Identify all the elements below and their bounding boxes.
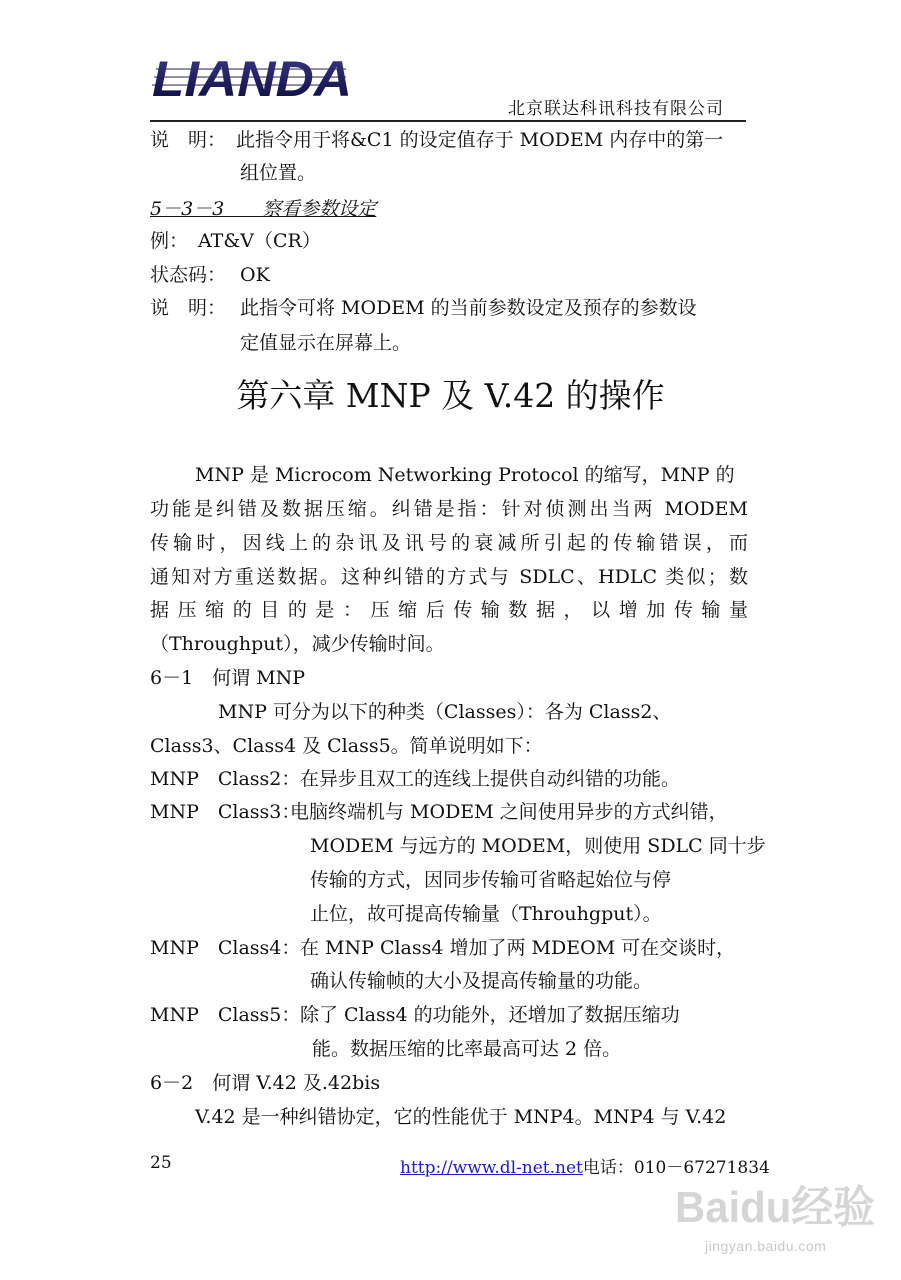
paragraph-line: 功能是纠错及数据压缩。纠错是指：针对侦测出当两 MODEM bbox=[150, 498, 748, 520]
paragraph-line: （Throughput），减少传输时间。 bbox=[150, 633, 445, 655]
logo-text: LIANDA bbox=[152, 52, 352, 104]
footer-phone: 电话：010－67271834 bbox=[582, 1158, 770, 1178]
watermark-main-text: Baidu经验 bbox=[675, 1183, 875, 1232]
description-label: 说 明： bbox=[150, 297, 227, 319]
watermark-subtext: jingyan.baidu.com bbox=[705, 1238, 827, 1254]
section-heading-5-3-3: 5－3－3 察看参数设定 bbox=[150, 198, 377, 220]
paragraph-line: MNP 可分为以下的种类（Classes）：各为 Class2、 bbox=[218, 701, 672, 723]
class3-text: 电脑终端机与 MODEM 之间使用异步的方式纠错， bbox=[290, 801, 728, 823]
example-label: 例： bbox=[150, 230, 189, 252]
page-number: 25 bbox=[150, 1153, 172, 1173]
description-label: 说 明： bbox=[150, 129, 227, 151]
class3-text: 止位，故可提高传输量（Throuhgput）。 bbox=[310, 903, 662, 925]
class2-text: 在异步且双工的连线上提供自动纠错的功能。 bbox=[300, 768, 681, 790]
status-label: 状态码： bbox=[150, 264, 227, 286]
description-line: 此指令用于将&C1 的设定值存于 MODEM 内存中的第一 bbox=[236, 129, 724, 151]
class4-text: 在 MNP Class4 增加了两 MDEOM 可在交谈时， bbox=[300, 937, 736, 959]
paragraph-line: 传输时，因线上的杂讯及讯号的衰减所引起的传输错误，而 bbox=[150, 532, 748, 554]
paw-icon bbox=[671, 1170, 881, 1240]
paragraph-line: V.42 是一种纠错协定，它的性能优于 MNP4。MNP4 与 V.42 bbox=[195, 1106, 727, 1128]
status-value: OK bbox=[240, 264, 270, 286]
class5-text: 能。数据压缩的比率最高可达 2 倍。 bbox=[312, 1038, 622, 1060]
paragraph-line: Class3、Class4 及 Class5。简单说明如下： bbox=[150, 735, 543, 757]
company-name: 北京联达科讯科技有限公司 bbox=[508, 99, 724, 119]
paragraph-line: 据压缩的目的是：压缩后传输数据，以增加传输量 bbox=[150, 599, 748, 621]
class5-text: 除了 Class4 的功能外，还增加了数据压缩功 bbox=[300, 1004, 680, 1026]
class2-label: MNP Class2： bbox=[150, 768, 301, 790]
description-line: 定值显示在屏幕上。 bbox=[240, 332, 412, 354]
description-line: 组位置。 bbox=[240, 162, 317, 184]
chapter-title: 第六章 MNP 及 V.42 的操作 bbox=[236, 376, 665, 415]
paragraph-line: MNP 是 Microcom Networking Protocol 的缩写，MNP 的 bbox=[195, 464, 735, 486]
example-command: AT&V（CR） bbox=[198, 230, 321, 252]
header-divider bbox=[150, 120, 746, 122]
class3-label: MNP Class3： bbox=[150, 801, 301, 823]
website-link[interactable]: http://www.dl-net.net bbox=[400, 1158, 583, 1178]
lianda-logo bbox=[150, 52, 356, 104]
section-heading-6-1: 6－1 何谓 MNP bbox=[150, 667, 306, 689]
baidu-watermark bbox=[671, 1170, 881, 1266]
paragraph-line: 通知对方重送数据。这种纠错的方式与 SDLC、HDLC 类似；数 bbox=[150, 566, 748, 588]
class3-text: MODEM 与远方的 MODEM，则使用 SDLC 同十步 bbox=[310, 835, 766, 857]
class5-label: MNP Class5： bbox=[150, 1004, 301, 1026]
class4-text: 确认传输帧的大小及提高传输量的功能。 bbox=[310, 970, 653, 992]
section-heading-6-2: 6－2 何谓 V.42 及.42bis bbox=[150, 1072, 381, 1094]
class3-text: 传输的方式，因同步传输可省略起始位与停 bbox=[310, 869, 672, 891]
description-line: 此指令可将 MODEM 的当前参数设定及预存的参数设 bbox=[240, 297, 697, 319]
class4-label: MNP Class4： bbox=[150, 937, 301, 959]
